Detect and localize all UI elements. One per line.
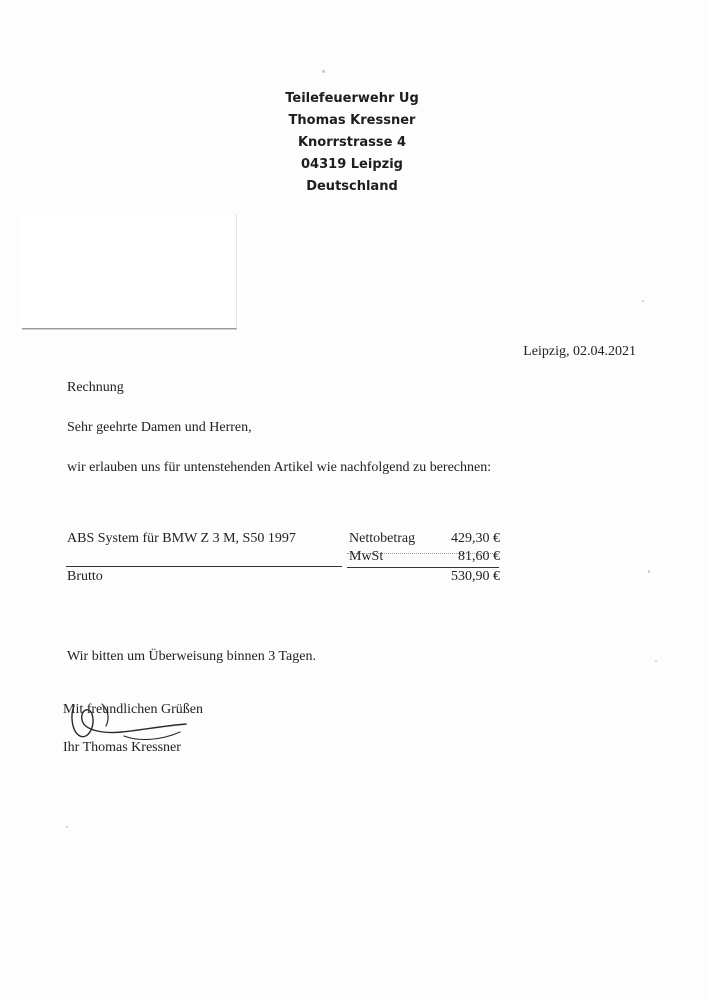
sender-company: Teilefeuerwehr Ug bbox=[285, 91, 419, 106]
total-rule-right bbox=[347, 567, 499, 568]
total-rule-left bbox=[66, 566, 342, 567]
letter-subject: Rechnung bbox=[67, 380, 124, 395]
handwritten-signature bbox=[62, 696, 202, 748]
letter-intro: wir erlauben uns für untenstehenden Artikel wie nachfolgend zu berechnen: bbox=[67, 460, 492, 475]
scan-speck bbox=[648, 570, 650, 573]
signer-name: Ihr Thomas Kressner bbox=[63, 740, 181, 755]
vat-amount: 81,60 € bbox=[458, 549, 500, 564]
payment-request: Wir bitten um Überweisung binnen 3 Tagen. bbox=[67, 649, 316, 664]
scan-speck bbox=[322, 70, 325, 73]
item-description: ABS System für BMW Z 3 M, S50 1997 bbox=[67, 531, 296, 546]
sender-header bbox=[252, 88, 452, 198]
sender-city: 04319 Leipzig bbox=[301, 157, 403, 172]
sender-country: Deutschland bbox=[306, 179, 398, 194]
scan-speck bbox=[642, 300, 644, 302]
sender-street: Knorrstrasse 4 bbox=[297, 135, 407, 150]
net-amount: 429,30 € bbox=[451, 531, 500, 546]
scan-speck bbox=[66, 826, 68, 828]
place-date: Leipzig, 02.04.2021 bbox=[523, 344, 636, 359]
scan-speck bbox=[655, 660, 657, 662]
vat-label: MwSt bbox=[349, 549, 384, 564]
gross-amount: 530,90 € bbox=[451, 569, 500, 584]
closing-greeting: Mit freundlichen Grüßen bbox=[63, 702, 203, 717]
net-label: Nettobetrag bbox=[349, 531, 416, 546]
gross-label: Brutto bbox=[67, 569, 103, 584]
letter-salutation: Sehr geehrte Damen und Herren, bbox=[67, 420, 252, 435]
recipient-address-box bbox=[22, 214, 237, 329]
sender-name: Thomas Kressner bbox=[288, 113, 416, 128]
